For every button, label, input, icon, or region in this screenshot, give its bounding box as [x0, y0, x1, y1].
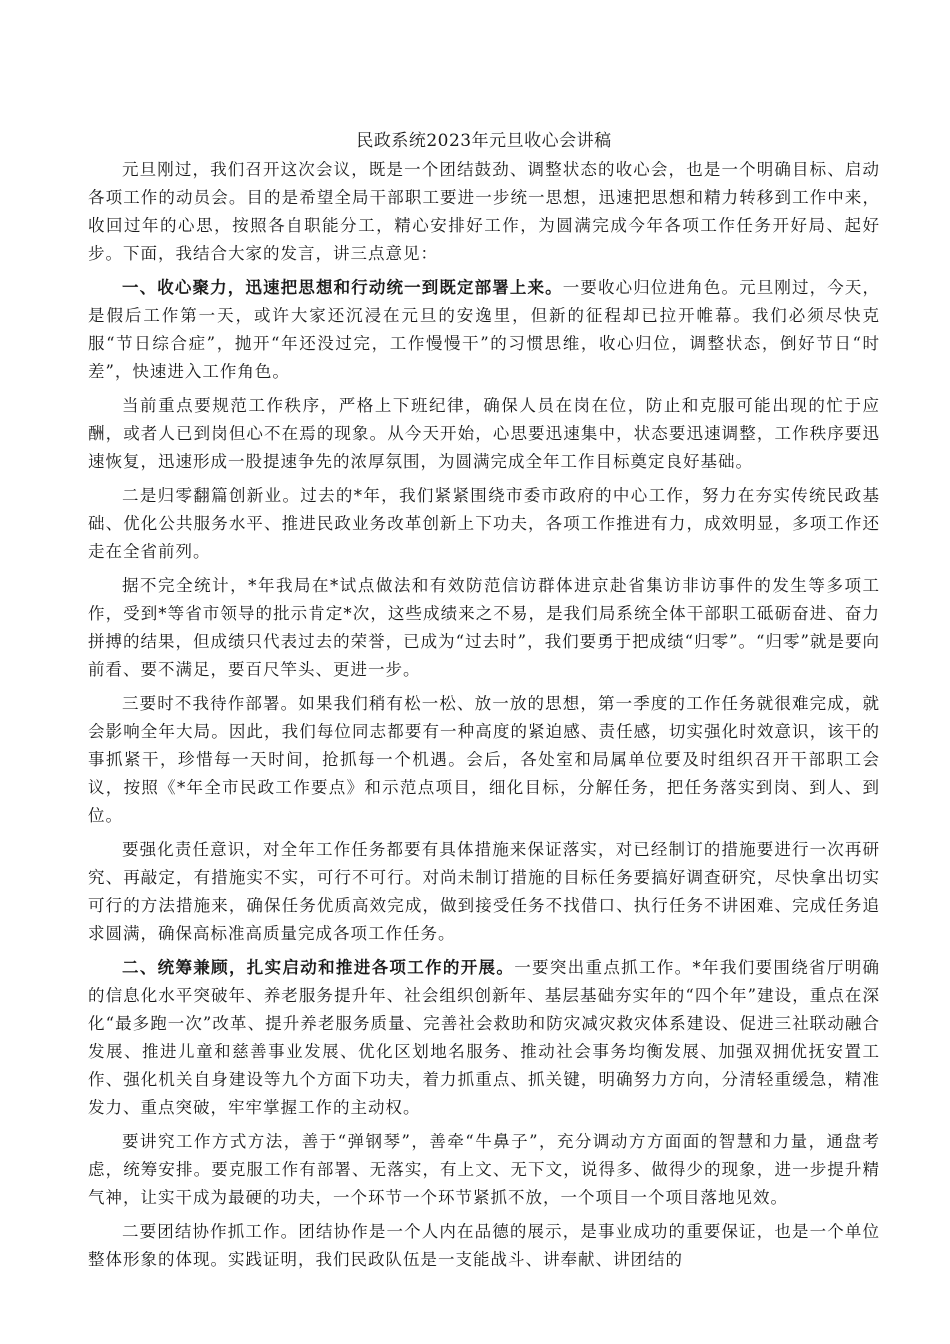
document-title: 民政系统2023年元旦收心会讲稿	[356, 131, 612, 151]
document-page	[88, 126, 880, 1274]
paragraph-section-1	[88, 274, 880, 386]
section-heading: 二、统筹兼顾，扎实启动和推进各项工作的开展。	[122, 958, 515, 977]
paragraph-text: 一要收心归位进角色。元旦刚过，今天，是假后工作第一天，或许大家还沉浸在元旦的安逸里，但新的征程却已拉开帷幕。我们必须尽快克服“节日综合症”，抛开“年还没过完，工作慢慢干”的习惯思维，收心归位，调整状态，倒好节日“时差”，快速进入工作角色。	[88, 278, 881, 381]
section-heading: 一、收心聚力，迅速把思想和行动统一到既定部署上来。	[122, 278, 563, 297]
paragraph	[88, 572, 880, 684]
paragraph-text: 二是归零翻篇创新业。过去的*年，我们紧紧围绕市委市政府的中心工作，努力在夯实传统民政基础、优化公共服务水平、推进民政业务改革创新上下功夫，各项工作推进有力，成效明显，多项工作还走在全省前列。	[88, 486, 880, 561]
paragraph-text: 元旦刚过，我们召开这次会议，既是一个团结鼓劲、调整状态的收心会，也是一个明确目标、启动各项工作的动员会。目的是希望全局干部职工要进一步统一思想，迅速把思想和精力转移到工作中来，收回过年的心思，按照各自职能分工，精心安排好工作，为圆满完成今年各项工作任务开好局、起好步。下面，我结合大家的发言，讲三点意见：	[88, 160, 880, 263]
paragraph-text: 一要突出重点抓工作。*年我们要围绕省厅明确的信息化水平突破年、养老服务提升年、社会组织创新年、基层基础夯实年的“四个年”建设，重点在深化“最多跑一次”改革、提升养老服务质量、完善社会救助和防灾减灾救灾体系建设、促进三社联动融合发展、推进儿童和慈善事业发展、优化区划地名服务、推动社会事务均衡发展、加强双拥优抚安置工作、强化机关自身建设等九个方面下功夫，着力抓重点、抓关键，明确努力方向，分清轻重缓急，精准发力、重点突破，牢牢掌握工作的主动权。	[88, 958, 881, 1117]
paragraph-text: 二要团结协作抓工作。团结协作是一个人内在品德的展示，是事业成功的重要保证，也是一个单位整体形象的体现。实践证明，我们民政队伍是一支能战斗、讲奉献、讲团结的	[88, 1222, 880, 1269]
paragraph-text: 三要时不我待作部署。如果我们稍有松一松、放一放的思想，第一季度的工作任务就很难完成，就会影响全年大局。因此，我们每位同志都要有一种高度的紧迫感、责任感，切实强化时效意识，该干的事抓紧干，珍惜每一天时间，抢抓每一个机遇。会后，各处室和局属单位要及时组织召开干部职工会议，按照《*年全市民政工作要点》和示范点项目，细化目标，分解任务，把任务落实到岗、到人、到位。	[88, 694, 880, 825]
paragraph-section-2	[88, 954, 880, 1122]
paragraph	[88, 836, 880, 948]
paragraph-text: 要讲究工作方式方法，善于“弹钢琴”，善牵“牛鼻子”，充分调动方方面面的智慧和力量，通盘考虑，统筹安排。要克服工作有部署、无落实，有上文、无下文，说得多、做得少的现象，进一步提升精气神，让实干成为最硬的功夫，一个环节一个环节紧抓不放，一个项目一个项目落地见效。	[88, 1132, 880, 1207]
paragraph-intro	[88, 156, 880, 268]
paragraph	[88, 392, 880, 476]
paragraph	[88, 1218, 880, 1274]
paragraph-text: 当前重点要规范工作秩序，严格上下班纪律，确保人员在岗在位，防止和克服可能出现的忙于应酬，或者人已到岗但心不在焉的现象。从今天开始，心思要迅速集中，状态要迅速调整，工作秩序要迅速恢复，迅速形成一股提速争先的浓厚氛围，为圆满完成全年工作目标奠定良好基础。	[88, 396, 880, 471]
paragraph-text: 要强化责任意识，对全年工作任务都要有具体措施来保证落实，对已经制订的措施要进行一次再研究、再敲定，有措施实不实，可行不可行。对尚未制订措施的目标任务要搞好调查研究，尽快拿出切实可行的方法措施来，确保任务优质高效完成，做到接受任务不找借口、执行任务不讲困难、完成任务追求圆满，确保高标准高质量完成各项工作任务。	[88, 840, 880, 943]
paragraph	[88, 482, 880, 566]
paragraph-text: 据不完全统计，*年我局在*试点做法和有效防范信访群体进京赴省集访非访事件的发生等多项工作，受到*等省市领导的批示肯定*次，这些成绩来之不易，是我们局系统全体干部职工砥砺奋进、奋力拼搏的结果，但成绩只代表过去的荣誉，已成为“过去时”，我们要勇于把成绩“归零”。“归零”就是要向前看、要不满足，要百尺竿头、更进一步。	[88, 576, 880, 679]
paragraph	[88, 690, 880, 830]
paragraph	[88, 1128, 880, 1212]
